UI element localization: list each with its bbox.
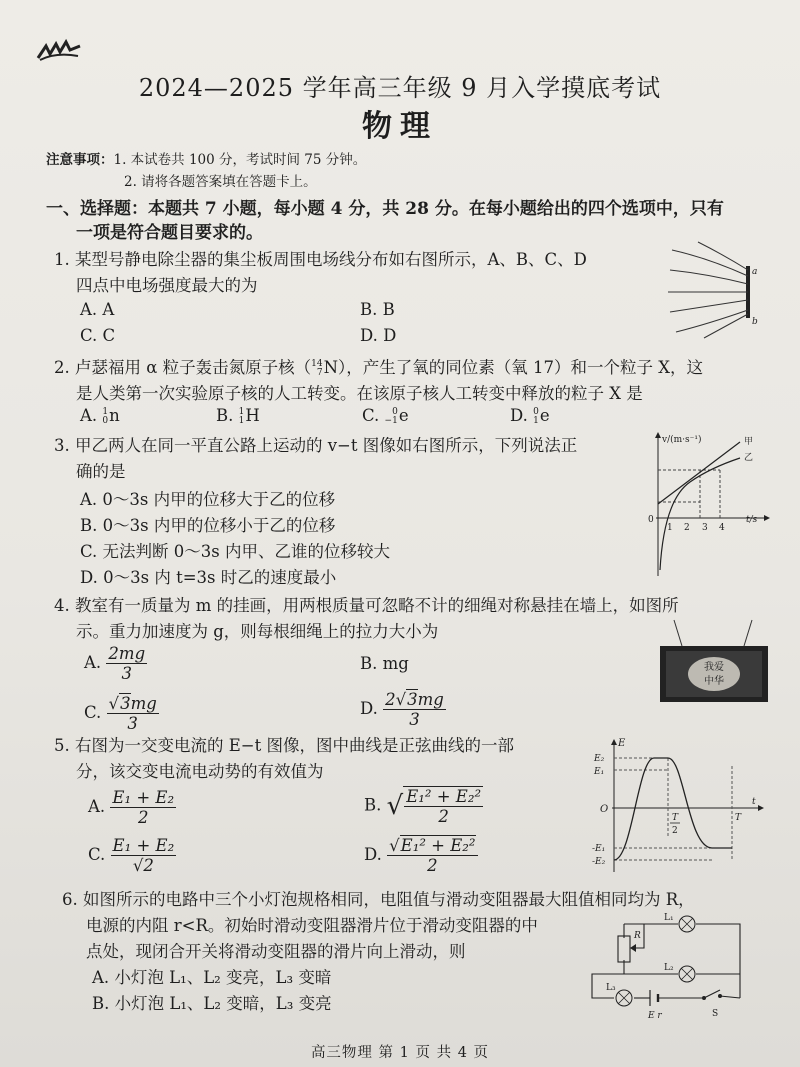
q2-stem-1 [54, 354, 703, 378]
q1-option-d: D. D [360, 326, 397, 345]
q3-stem-2: 确的是 [76, 462, 126, 481]
subject-title: 物理 [362, 109, 438, 144]
q3-tick-4: 4 [719, 523, 725, 533]
q3-tick-3: 3 [702, 523, 708, 533]
q4-hanging-painting-figure [652, 616, 776, 706]
q4-stem-1: 4. 教室有一质量为 m 的挂画，用两根质量可忽略不计的细绳对称悬挂在墙上，如图所 [54, 596, 679, 615]
exam-title: 2024—2025 学年高三年级 9 月入学摸底考试 [138, 74, 662, 102]
q2-option-b [216, 406, 260, 426]
q5-option-c-denominator: √2 [132, 856, 154, 875]
q5-tick-end-label: T [735, 813, 742, 823]
q5-option-d [364, 836, 478, 875]
q2-stem-2: 是人类第一次实验原子核的人工转变。在该原子核人工转变中释放的粒子 X 是 [76, 384, 643, 403]
q5-emf-curve [614, 758, 732, 860]
notes-line-1 [46, 148, 366, 168]
q4-option-a-fraction [106, 644, 147, 683]
q1-option-a: A. A [80, 300, 115, 319]
q3-vt-graph [640, 430, 780, 578]
q2-option-a-nuclide [102, 408, 108, 426]
q4-painting-text-1: 我爱 [704, 662, 724, 673]
q5-neg-e2-label: -E₂ [592, 857, 606, 867]
q5-et-graph [592, 736, 768, 876]
q4-option-c-numerator-rest: mg [130, 694, 157, 713]
notes-item-2: 2. 请将各题答案填在答题卡上。 [124, 174, 317, 190]
q2-option-a [80, 406, 120, 426]
q4-option-c [84, 694, 159, 733]
q6-circuit-diagram [584, 910, 754, 1028]
q2-option-a-letter: A. [80, 406, 98, 425]
notes-label: 注意事项： [46, 152, 114, 168]
q3-option-c: C. 无法判断 0～3s 内甲、乙谁的位移较大 [80, 542, 390, 561]
q2-nitrogen-nuclide [311, 360, 322, 378]
q2-option-c-symbol: e [398, 406, 409, 425]
q1-electric-field-figure [668, 240, 772, 340]
q6-label-l2: L₂ [664, 963, 674, 973]
q4-option-d-denominator: 3 [409, 710, 420, 729]
q6-option-b: B. 小灯泡 L₁、L₂ 变暗，L₃ 变亮 [92, 994, 332, 1013]
q6-label-switch: S [712, 1009, 719, 1019]
q6-stem-2: 电源的内阻 r<R。初始时滑动变阻器滑片位于滑动变阻器的中 [86, 916, 538, 935]
q2-option-a-mass: 1 [102, 406, 109, 417]
q5-origin: O [600, 804, 609, 815]
q5-option-c-numerator: E₁ + E₂ [112, 836, 175, 855]
q3-ylabel: v/(m·s⁻¹) [662, 435, 702, 445]
q3-series-jia-label: 甲 [744, 437, 754, 447]
q3-xlabel: t/s [746, 515, 758, 525]
q5-option-d-fraction [387, 836, 477, 875]
publisher-logo [36, 38, 82, 64]
q5-option-a [88, 788, 176, 827]
q2-option-d-charge: 1 [533, 415, 539, 426]
q2-option-b-letter: B. [216, 406, 234, 425]
q2-option-a-symbol: n [109, 406, 120, 425]
q4-option-a [84, 644, 147, 683]
q6-rheostat [618, 936, 630, 962]
q5-tick-t-numerator: T [672, 813, 679, 823]
q2-option-d-letter: D. [510, 406, 528, 425]
q4-option-d-numerator: 2√3mg [385, 690, 444, 709]
q6-option-a: A. 小灯泡 L₁、L₂ 变亮，L₃ 变暗 [92, 968, 332, 987]
q2-option-b-mass: 1 [238, 406, 245, 417]
q2-option-c-mass: 0 [392, 406, 398, 417]
q5-option-b-fraction [403, 786, 483, 826]
q5-option-a-letter: A. [88, 797, 106, 816]
section-1-instruction-1: 一、选择题：本题共 7 小题，每小题 4 分，共 28 分。在每小题给出的四个选项中，只有 [46, 199, 724, 219]
q1-stem-2: 四点中电场强度最大的为 [76, 276, 258, 295]
q2-option-c-charge: −1 [384, 415, 398, 426]
q5-option-c [88, 836, 176, 875]
q4-option-d-letter: D. [360, 699, 378, 718]
q1-figure-label-a: a [752, 267, 758, 277]
q3-tick-1: 1 [667, 523, 673, 533]
q5-option-b-numerator: E₁² + E₂² [406, 787, 482, 806]
q6-label-l3: L₃ [606, 983, 616, 993]
q4-option-c-numerator: √3mg [108, 694, 157, 713]
q3-tick-2: 2 [684, 523, 690, 533]
q1-figure-label-b: b [752, 317, 758, 327]
q4-painting-text-2: 中华 [704, 676, 724, 687]
q4-option-d-fraction [383, 690, 446, 729]
q5-stem-2: 分，该交变电流电动势的有效值为 [76, 762, 324, 781]
q2-option-a-charge: 0 [102, 415, 109, 426]
q4-stem-2: 示。重力加速度为 g，则每根细绳上的拉力大小为 [76, 622, 439, 641]
q4-option-b: B. mg [360, 654, 409, 673]
q2-stem-1a: 2. 卢瑟福用 α 粒子轰击氮原子核（ [54, 358, 312, 377]
q1-stem-1: 1. 某型号静电除尘器的集尘板周围电场线分布如右图所示，A、B、C、D [54, 250, 587, 269]
q2-option-d-symbol: e [539, 406, 550, 425]
q3-stem-1: 3. 甲乙两人在同一平直公路上运动的 v−t 图像如右图所示，下列说法正 [54, 436, 578, 455]
q1-option-c: C. C [80, 326, 116, 345]
q6-label-source: E r [648, 1011, 662, 1021]
q6-label-r: R [634, 931, 641, 941]
q5-neg-e1-label: -E₁ [592, 844, 606, 854]
q4-option-d [360, 690, 446, 729]
q3-series-jia-line [658, 442, 740, 504]
q5-ylabel: E [618, 738, 626, 749]
q5-e1-label: E₁ [594, 767, 605, 777]
q2-option-c-nuclide [385, 408, 398, 426]
q4-option-c-radicand: 3 [120, 694, 131, 713]
q6-label-l1: L₁ [664, 913, 674, 923]
q2-option-d [510, 406, 550, 426]
q4-option-a-denominator: 3 [121, 664, 133, 683]
q5-option-c-fraction [111, 836, 177, 875]
q6-stem-1: 6. 如图所示的电路中三个小灯泡规格相同，电阻值与滑动变阻器最大阻值相同均为 R， [62, 890, 695, 909]
section-1-instruction-2: 一项是符合题目要求的。 [76, 223, 263, 243]
q5-option-b: B. √ $\frac{\text{E₁² + E₂²}}{2}$ [364, 787, 482, 826]
q5-stem-1: 5. 右图为一交变电流的 E−t 图像，图中曲线是正弦曲线的一部 [54, 736, 514, 755]
q3-origin: 0 [648, 515, 654, 525]
q4-option-c-letter: C. [84, 703, 102, 722]
q5-option-d-numerator: √E₁² + E₂² [389, 836, 476, 855]
q5-tick-t-denominator: 2 [672, 826, 678, 836]
q2-stem-1b: ），产生了氧的同位素（氧 17）和一个粒子 X，这 [338, 358, 703, 377]
q2-nitrogen-mass: 14 [311, 358, 323, 369]
q4-option-d-coefficient: 2 [385, 690, 396, 709]
q3-series-yi-line [660, 458, 740, 570]
q2-nitrogen-charge: 7 [316, 367, 323, 378]
q3-series-yi-label: 乙 [744, 453, 754, 463]
page-footer: 高三物理 第 1 页 共 4 页 [310, 1045, 490, 1061]
q5-option-c-letter: C. [88, 845, 106, 864]
q3-option-d: D. 0～3s 内 t=3s 时乙的速度最小 [80, 568, 337, 587]
q4-option-a-letter: A. [84, 653, 102, 672]
q3-option-a: A. 0～3s 内甲的位移大于乙的位移 [80, 490, 336, 509]
notes-item-1: 1. 本试卷共 100 分，考试时间 75 分钟。 [113, 152, 367, 168]
q2-option-d-nuclide [533, 408, 539, 426]
q5-option-a-fraction [110, 788, 176, 827]
q5-option-b-letter: B. [364, 795, 382, 815]
q5-xlabel: t [752, 797, 756, 807]
q5-option-a-numerator: E₁ + E₂ [112, 788, 175, 807]
q2-option-c [362, 406, 409, 426]
q5-e2-label: E₂ [594, 754, 605, 764]
q2-option-b-symbol: H [245, 406, 260, 425]
q5-option-a-denominator: 2 [137, 808, 149, 827]
q4-option-d-numerator-rest: mg [417, 690, 444, 709]
q2-nitrogen-symbol: N [323, 358, 339, 377]
q5-option-d-denominator: 2 [427, 856, 438, 875]
q2-option-d-mass: 0 [533, 406, 539, 417]
q6-stem-3: 点处，现闭合开关将滑动变阻器的滑片向上滑动，则 [86, 942, 466, 961]
q3-option-b: B. 0～3s 内甲的位移小于乙的位移 [80, 516, 336, 535]
q1-option-b: B. B [360, 300, 395, 319]
q2-option-b-nuclide [239, 408, 245, 426]
q5-option-d-letter: D. [364, 845, 382, 864]
q4-option-c-denominator: 3 [127, 714, 138, 733]
q2-option-b-charge: 1 [238, 415, 245, 426]
q5-option-b-denominator: 2 [438, 807, 449, 826]
q5-option-d-radicand: E₁² + E₂² [400, 836, 476, 855]
q4-option-a-numerator: 2mg [108, 644, 146, 663]
q4-option-c-fraction [107, 694, 159, 733]
q2-option-c-letter: C. [362, 406, 380, 425]
q4-option-d-radicand: 3 [407, 690, 418, 709]
